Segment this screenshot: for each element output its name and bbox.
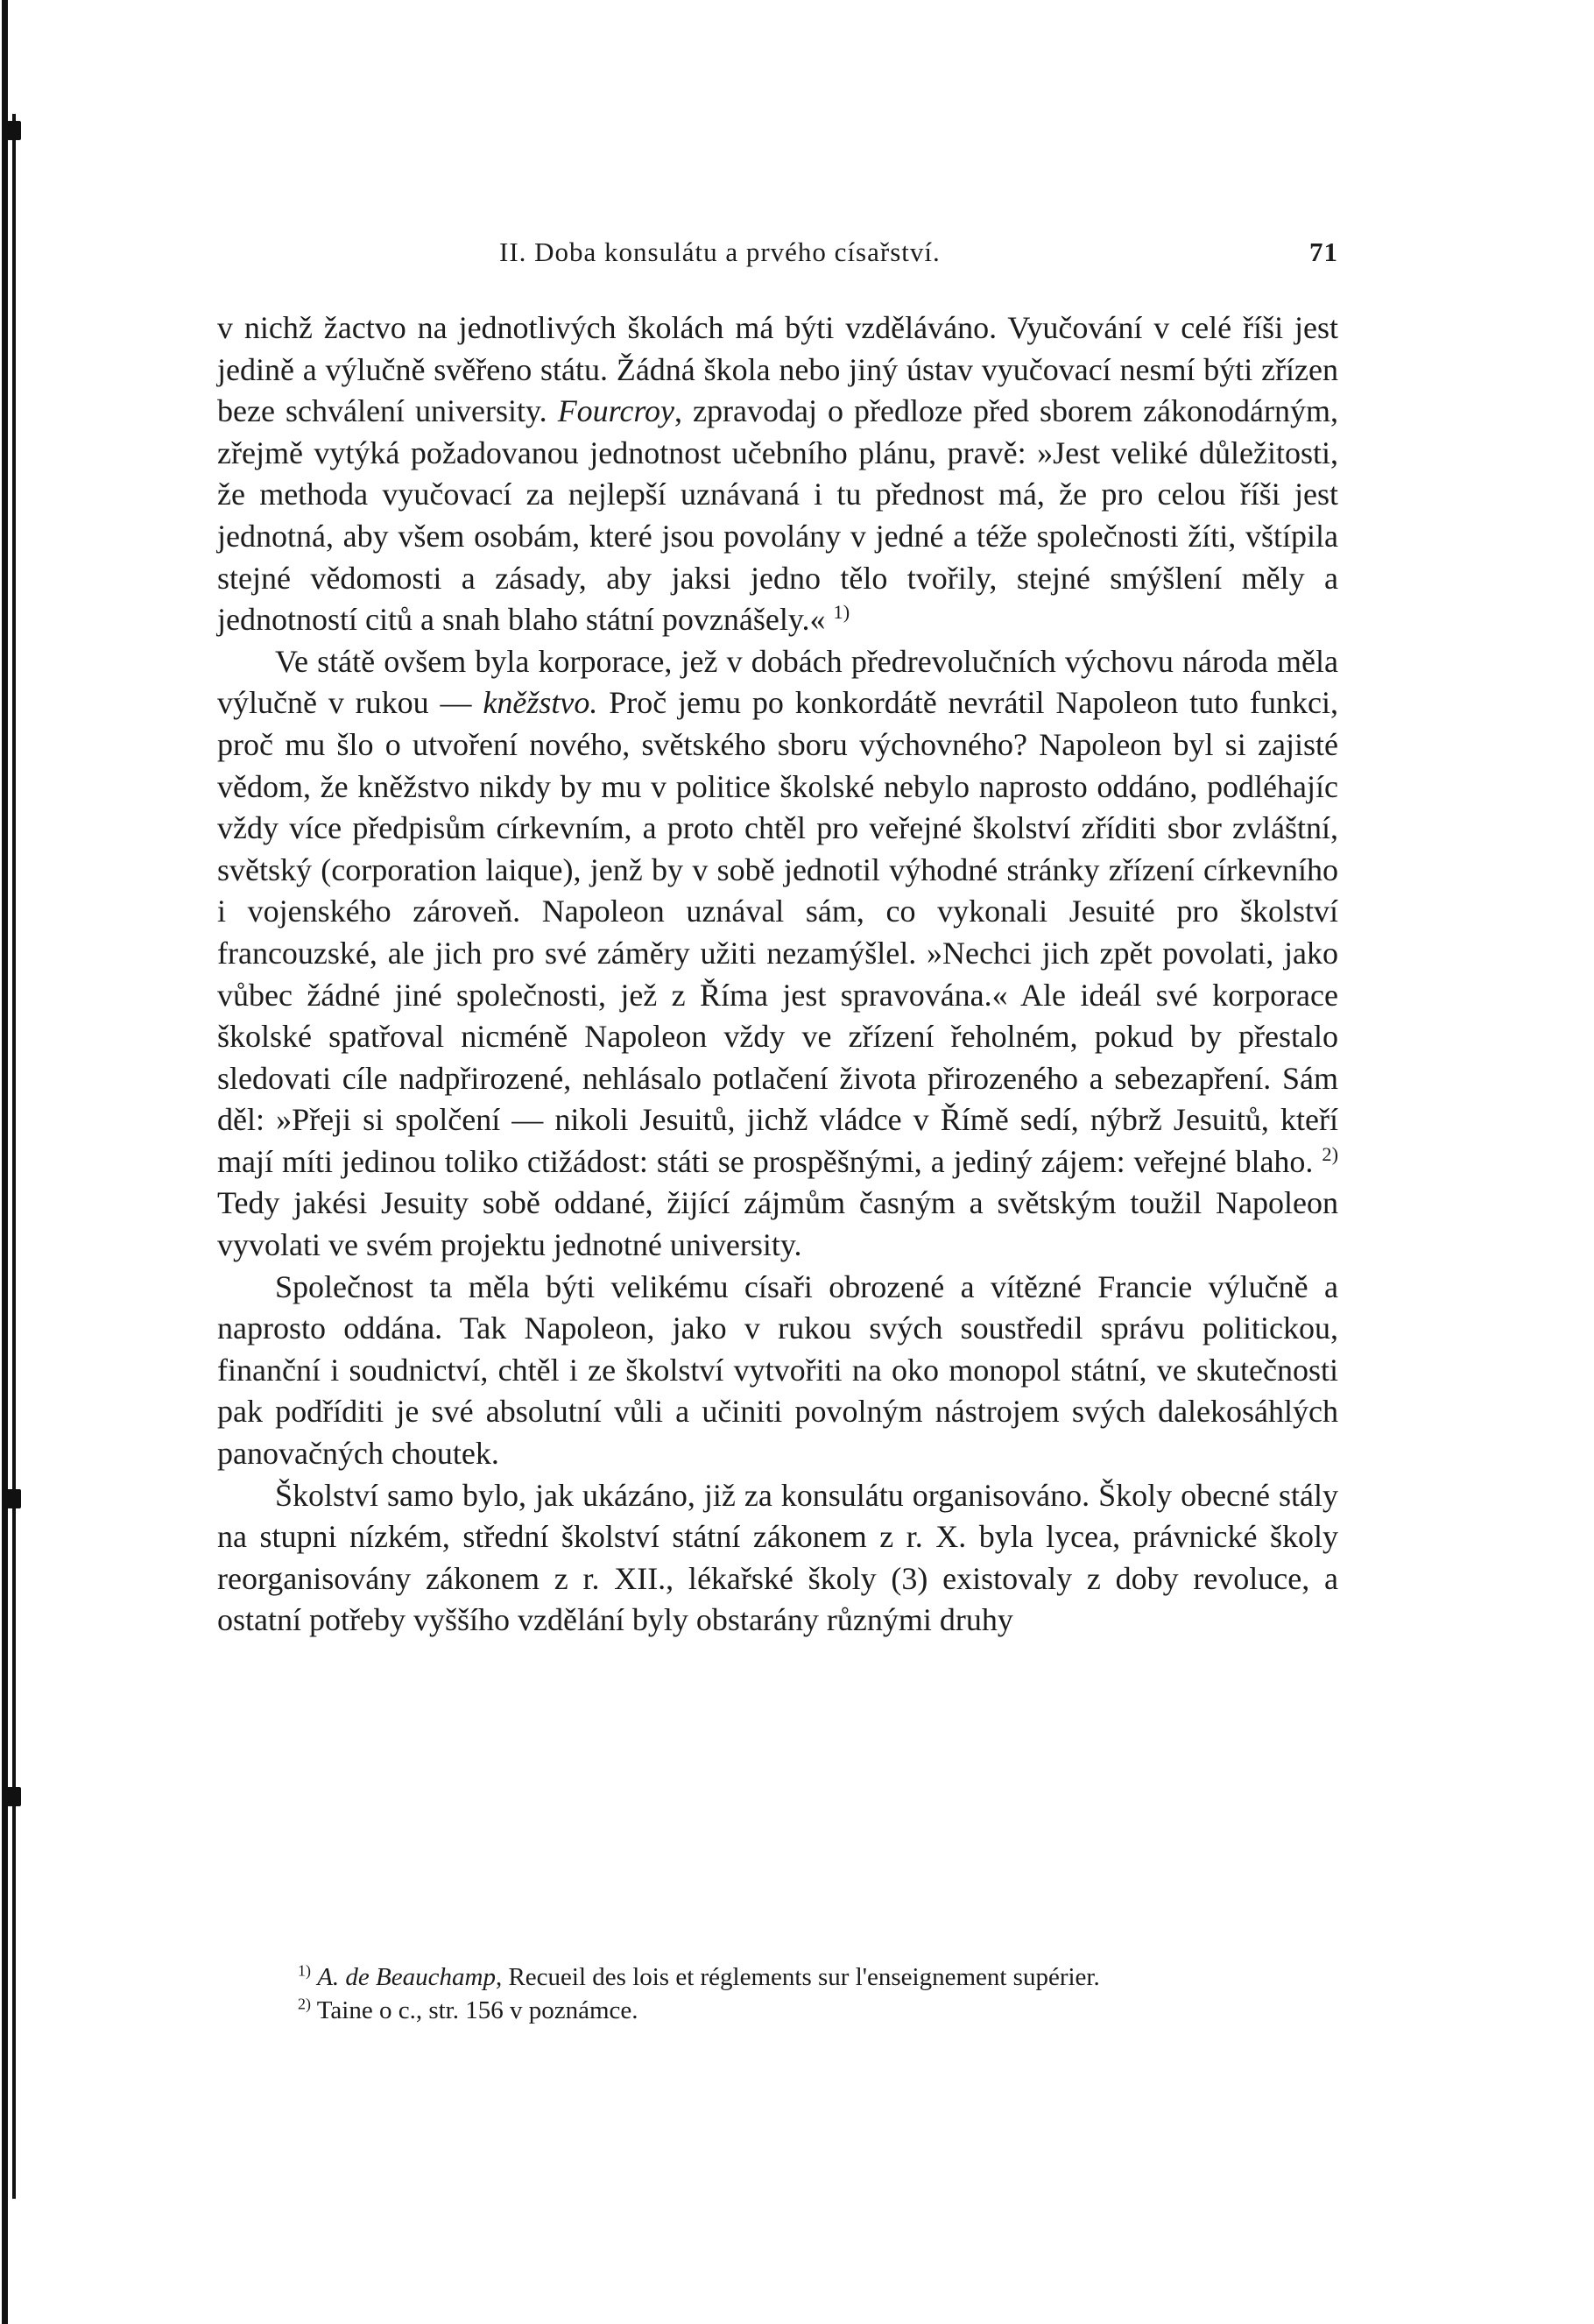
footnote bbox=[217, 1994, 1338, 2027]
paragraph bbox=[217, 1475, 1338, 1642]
scan-edge-line bbox=[12, 114, 16, 2199]
scan-edge-mark bbox=[7, 1787, 21, 1806]
text-run: Školství samo bylo, jak ukázáno, již za konsulátu organisováno. Školy obecné stály na stupni nízkém, střední školství státní zákonem z r. X. byla lycea, právnické školy reorganisovány zákonem z r. XII., lékařské školy (3) existovaly z doby revoluce, a ostatní potřeby vyššího vzdělání byly obstarány různými druhy bbox=[217, 1477, 1338, 1638]
paragraph bbox=[217, 1267, 1338, 1475]
body-text bbox=[217, 307, 1338, 1642]
running-head bbox=[217, 237, 1338, 272]
footnote-reference: 2) bbox=[1322, 1142, 1338, 1165]
scan-edge-mark bbox=[7, 1489, 21, 1508]
text-run: Ve státě ovšem byla korporace, jež v dobách předrevolučních výchovu národa měla výlučně v rukou — bbox=[217, 643, 1338, 721]
footnote bbox=[217, 1960, 1338, 1994]
text-run: , zpravodaj o předloze před sborem zákonodárným, zřejmě vytýká požadovanou jednotnost učebního plánu, pravě: »Jest veliké důležitosti, že methoda vyučovací za nejlepší uznávaná i tu přednost má, že pro celou říši jest jednotná, aby všem osobám, které jsou povolány v jedné a téže společnosti žíti, vštípila stejné vědomosti a zásady, aby jaksi jedno tělo tvořily, stejné smýšlení měly a jednotností citů a snah blaho státní povznášely.« bbox=[217, 393, 1338, 638]
italic-text: A. de Beauchamp bbox=[317, 1963, 496, 1991]
chapter-title: II. Doba konsulátu a prvého císařství. bbox=[499, 237, 941, 267]
paragraph bbox=[217, 641, 1338, 1267]
text-run: Taine o c., str. 156 v poznámce. bbox=[316, 1996, 638, 2024]
footnote-marker: 1) bbox=[298, 1961, 311, 1980]
footnote-reference: 1) bbox=[833, 601, 850, 624]
italic-text: Fourcroy bbox=[557, 393, 674, 429]
paragraph bbox=[217, 307, 1338, 641]
text-run: Proč jemu po konkordátě nevrátil Napoleon tuto funkci, proč mu šlo o utvoření nového, světského sboru výchovného? Napoleon byl si zajisté vědom, že kněžstvo nikdy by mu v politice školské nebylo naprosto oddáno, podléhajíc vždy více předpisům církevním, a proto chtěl pro veřejné školství zříditi sbor zvláštní, světský (corporation laique), jenž by v sobě jednotil výhodné stránky zřízení církevního i vojenského zároveň. Napoleon uznával sám, co vykonali Jesuité pro školství francouzské, ale jich pro své záměry užiti nezamýšlel. »Nechci jich zpět povolati, jako vůbec žádné jiné společnosti, jež z Říma jest spravována.« Ale ideál své korporace školské spatřoval nicméně Napoleon vždy ve zřízení řeholném, pokud by přestalo sledovati cíle nadpřirozené, nehlásalo potlačení života přirozeného a sebezapření. Sám děl: »Přeji si spolčení — nikoli Jesuitů, jichž vládce v Římě sedí, nýbrž Jesuitů, kteří mají míti jedinou toliko ctižádost: státi se prospěšnými, a jediný zájem: veřejné blaho. bbox=[217, 685, 1338, 1179]
page-number: 71 bbox=[1309, 237, 1338, 267]
scan-edge-mark bbox=[7, 121, 21, 140]
scan-edge-line bbox=[2, 0, 8, 2324]
scan-left-edge bbox=[0, 0, 19, 2324]
footnotes bbox=[217, 1960, 1338, 2027]
text-run: , Recueil des lois et réglements sur l'enseignement supérier. bbox=[495, 1963, 1100, 1991]
footnote-marker: 2) bbox=[298, 1995, 311, 2013]
text-run: v nichž žactvo na jednotlivých školách má býti vzděláváno. Vyučování v celé říši jest jedině a výlučně svěřeno státu. Žádná škola nebo jiný ústav vyučovací nesmí býti zřízen beze schválení university. bbox=[217, 310, 1338, 429]
text-run: Tedy jakési Jesuity sobě oddané, žijící zájmům časným a světským toužil Napoleon vyvolati ve svém projektu jednotné university. bbox=[217, 1185, 1338, 1263]
text-run: Společnost ta měla býti velikému císaři obrozené a vítězné Francie výlučně a naprosto oddána. Tak Napoleon, jako v rukou svých soustředil správu politickou, finanční i soudnictví, chtěl i ze školství vytvořiti na oko monopol státní, ve skutečnosti pak podříditi je své absolutní vůli a učiniti povolným nástrojem svých dalekosáhlých panovačných choutek. bbox=[217, 1268, 1338, 1472]
italic-text: kněžstvo. bbox=[483, 685, 598, 721]
